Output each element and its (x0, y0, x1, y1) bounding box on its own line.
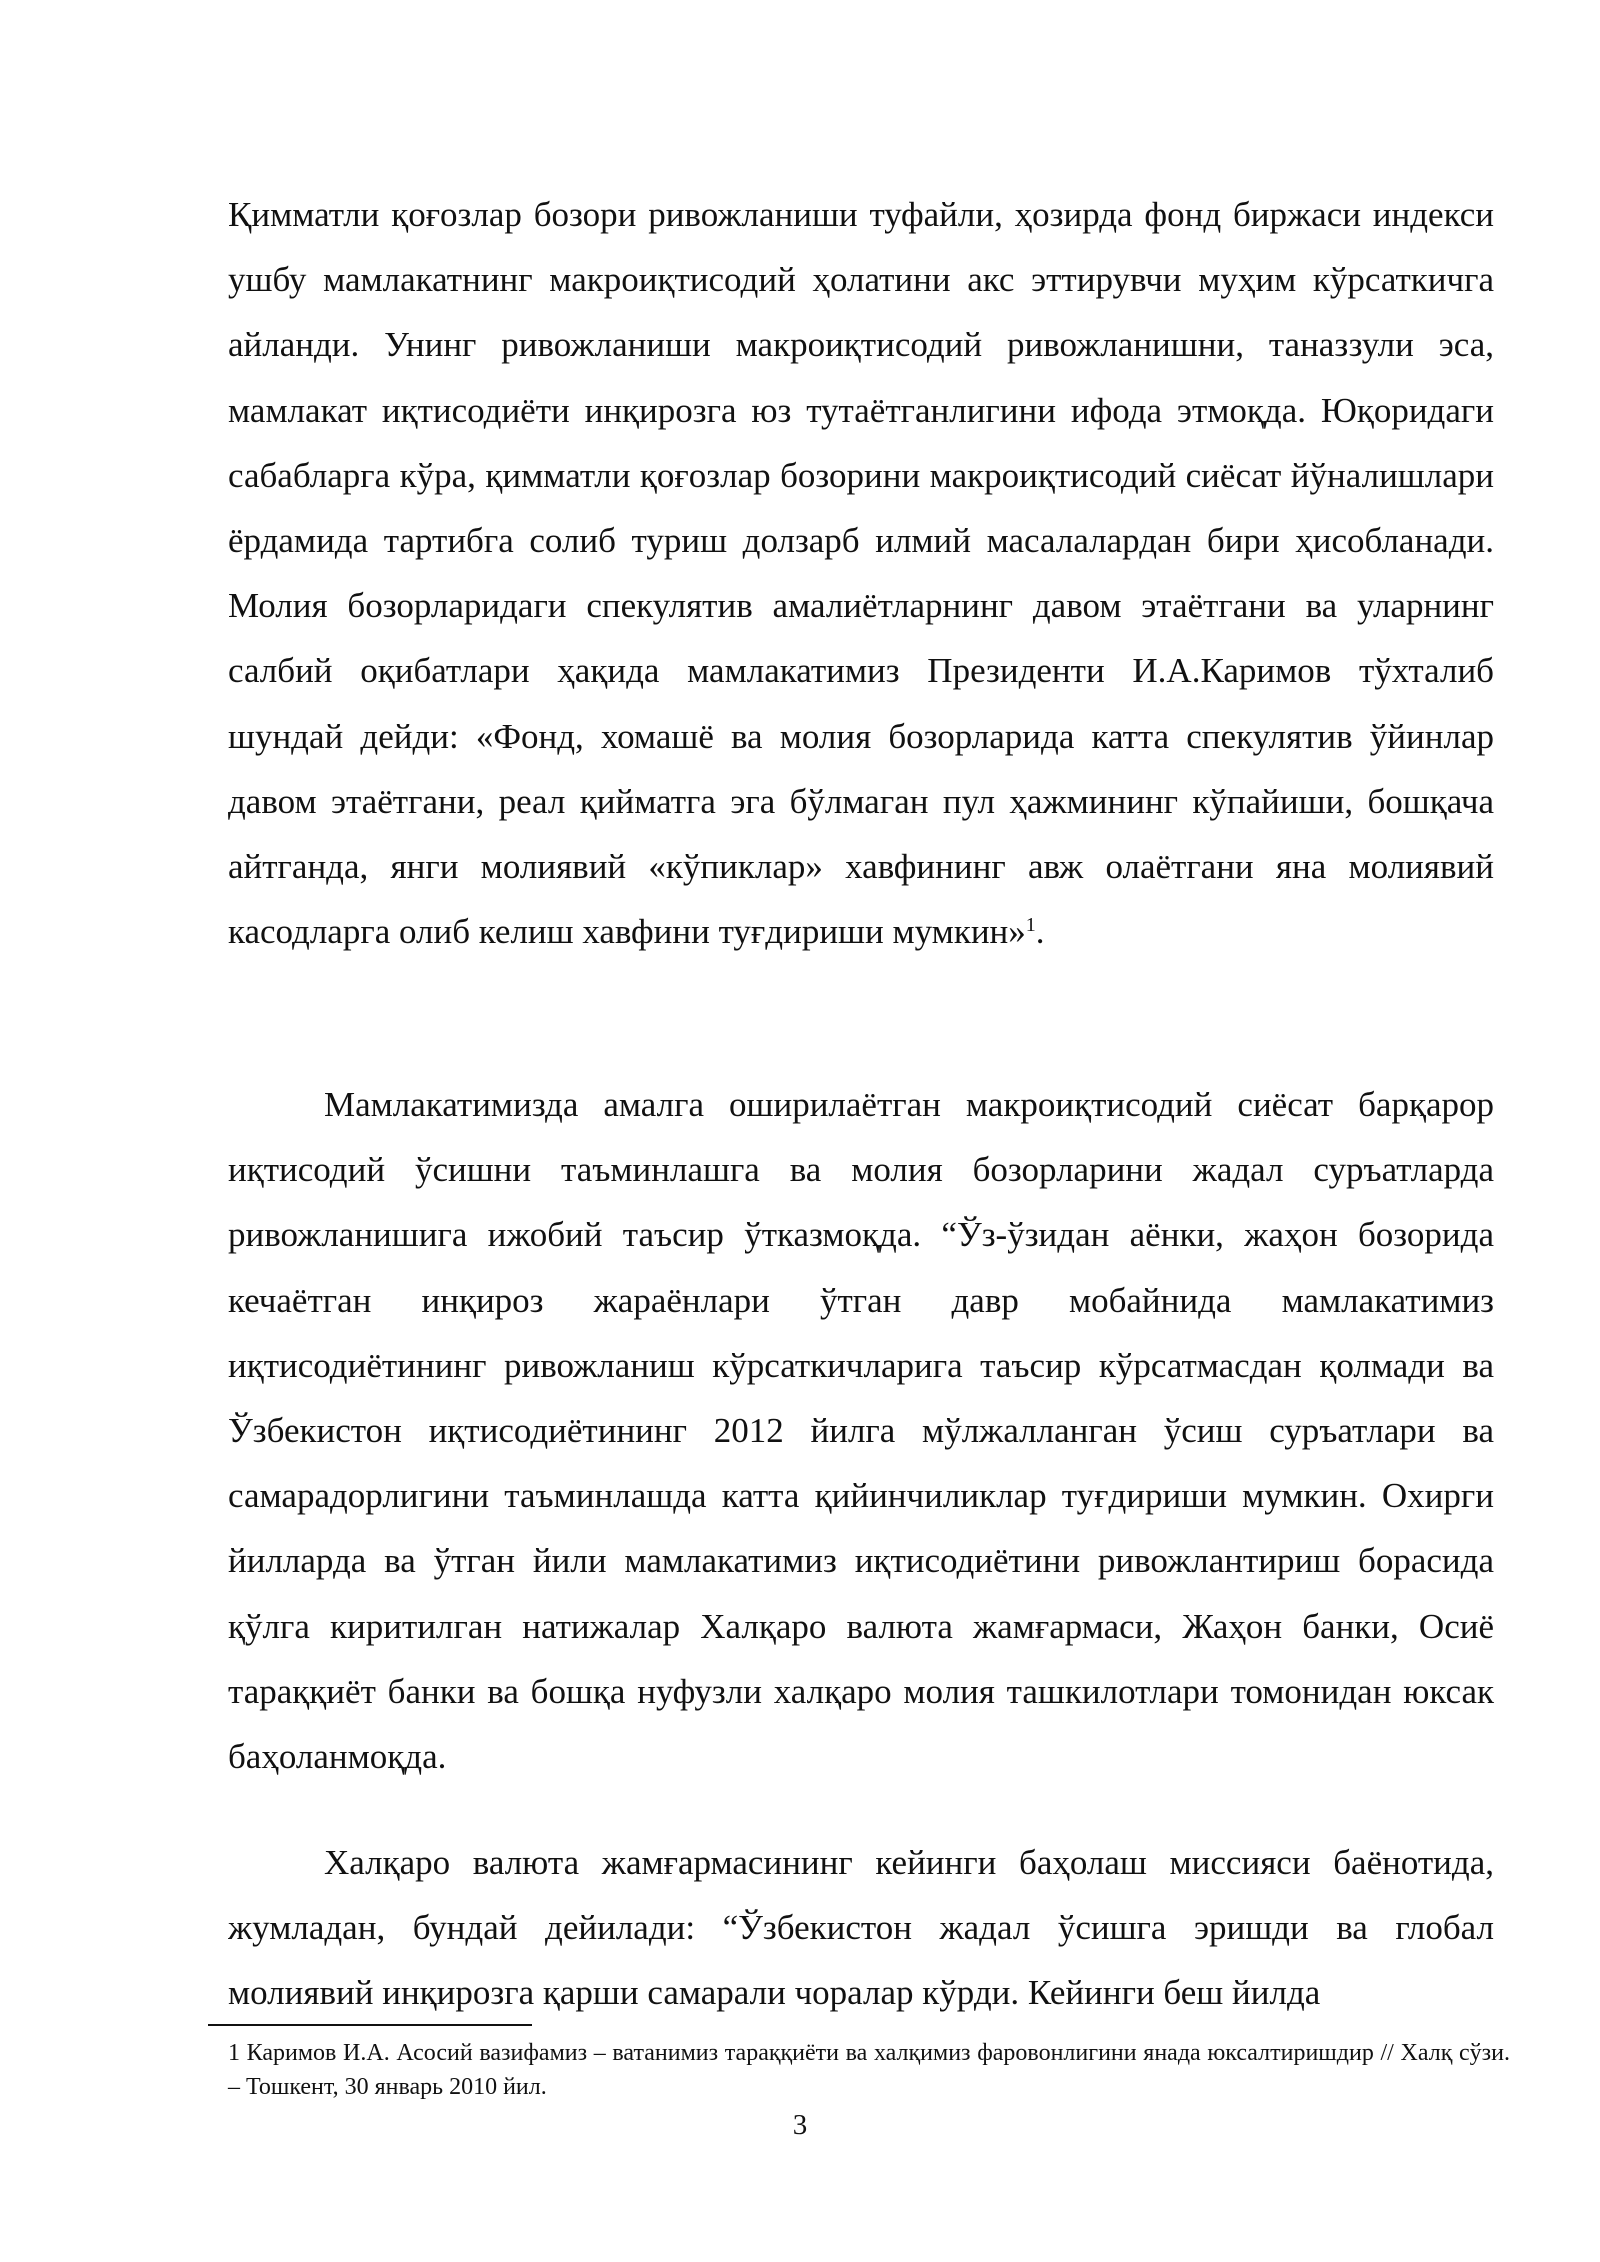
footnote-reference[interactable]: 1 (1025, 914, 1036, 937)
footnote-separator (208, 2024, 532, 2026)
paragraph-1-text: Қимматли қоғозлар бозори ривожланиши туфайли, ҳозирда фонд биржаси индекси ушбу мамлакатнинг макроиқтисодий ҳолатини акс эттирувчи муҳим кўрсаткичга айланди. Унинг ривожланиши макроиқтисодий ривожланишни, таназзули эса, мамлакат иқтисодиёти инқирозга юз тутаётганлигини ифода этмоқда. Юқоридаги сабабларга кўра, қимматли қоғозлар бозорини макроиқтисодий сиёсат йўналишлари ёрдамида тартибга солиб туриш долзарб илмий масалалардан бири ҳисобланади. Молия бозорларидаги спекулятив амалиётларнинг давом этаётгани ва уларнинг салбий оқибатлари ҳақида мамлакатимиз Президенти И.А.Каримов тўхталиб шундай дейди: «Фонд, хомашё ва молия бозорларида катта спекулятив ўйинлар давом этаётгани, реал қийматга эга бўлмаган пул ҳажмининг кўпайиши, бошқача айтганда, янги молиявий «кўпиклар» хавфининг авж олаётгани яна молиявий касодларга олиб келиш хавфини туғдириши мумкин» (228, 195, 1494, 952)
paragraph-1-end: . (1035, 912, 1045, 952)
paragraph-3-text: Халқаро валюта жамғармасининг кейинги баҳолаш миссияси баёнотида, жумладан, бундай дейилади: “Ўзбекистон жадал ўсишга эришди ва глобал молиявий инқирозга қарши самарали чоралар кўрди. Кейинги беш йилда (228, 1843, 1494, 2013)
page-number: 3 (792, 2109, 808, 2141)
footnote: 1 Каримов И.А. Асосий вазифамиз – ватанимиз тараққиёти ва халқимиз фаровонлигини янада юксалтиришдир // Халқ сўзи. – Тошкент, 30 январь 2010 йил. (228, 2040, 1510, 2100)
paragraph-3 (228, 1830, 1494, 2026)
paragraph-1 (228, 182, 1494, 964)
paragraph-2: Мамлакатимизда амалга оширилаётган макроиқтисодий сиёсат барқарор иқтисодий ўсишни таъминлашга ва молия бозорларини жадал суръатларда ривожланишига ижобий таъсир ўтказмоқда. “Ўз-ўзидан аёнки, жаҳон бозорида кечаётган инқироз жараёнлари ўтган давр мобайнида мамлакатимиз иқтисодиётининг ривожланиш кўрсаткичларига таъсир кўрсатмасдан қолмади ва Ўзбекистон иқтисодиётининг 2012 йилга мўлжалланган ўсиш суръатлари ва самарадорлигини таъминлашда катта қийинчиликлар туғдириши мумкин. Охирги йилларда ва ўтган йили мамлакатимиз иқтисодиётини ривожлантириш борасида қўлга киритилган натижалар Халқаро валюта жамғармаси, Жаҳон банки, Осиё тараққиёт банки ва бошқа нуфузли халқаро молия ташкилотлари томонидан юксак баҳоланмоқда. (228, 1085, 1494, 1777)
